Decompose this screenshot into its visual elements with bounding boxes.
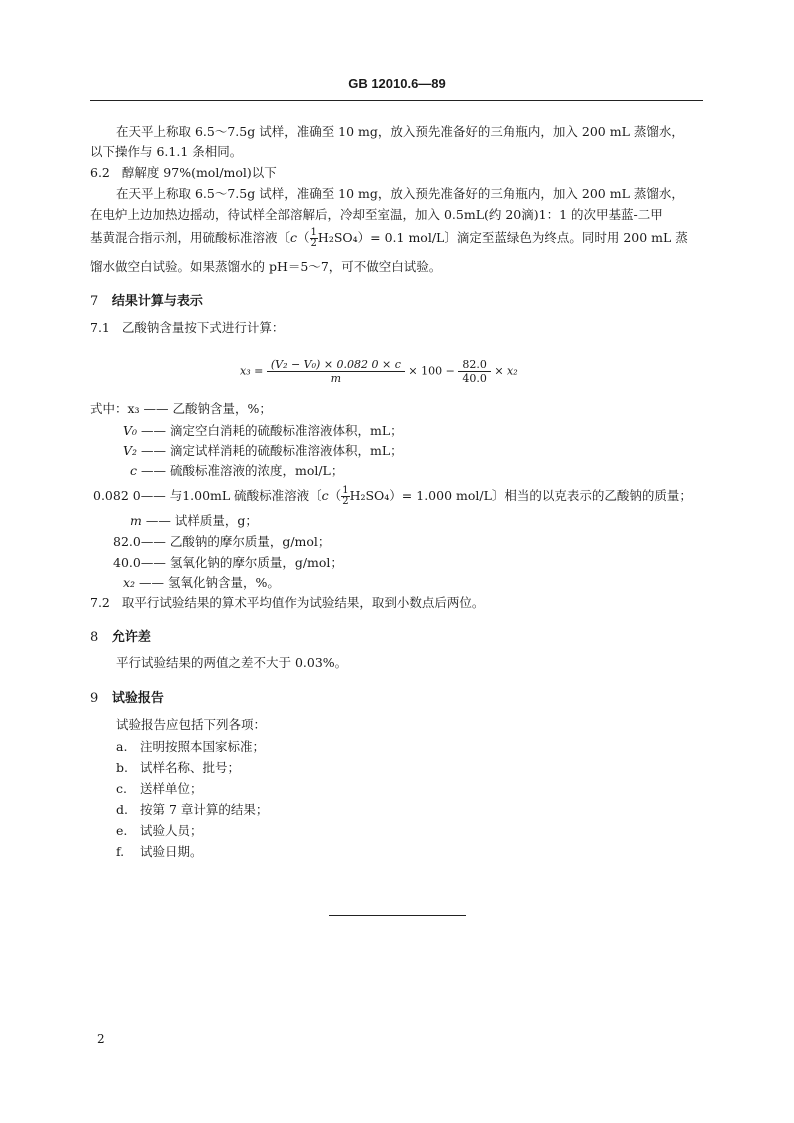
report-item-key: e. [116, 823, 128, 838]
report-item-text: 注明按照本国家标准； [140, 739, 266, 754]
where-item [123, 443, 403, 459]
s72-line [90, 595, 484, 611]
where-desc: —— 硫酸标准溶液的浓度，mol/L； [141, 463, 344, 478]
where-c: c [321, 488, 329, 503]
s62-line3: 基黄混合指示剂，用硫酸标准溶液〔c（ $\frac{1}{2}$ H₂SO₄）= 0.1 mol/L〕滴定至蓝绿色为终点。同时用 200 mL 蒸 [90, 227, 688, 249]
where-sym: 0.082 0 [93, 488, 141, 503]
s62-frac-den: 2 [310, 238, 317, 249]
s61-line1: 在天平上称取 6.5～7.5g 试样，准确至 10 mg，放入预先准备好的三角瓶内，加入 200 mL 蒸馏水， [116, 124, 684, 139]
report-item-key: a. [116, 739, 128, 754]
where-desc: —— 试样质量，g； [145, 513, 258, 528]
where-item [123, 575, 280, 591]
where-item-0820: 0.082 0—— 与1.00mL 硫酸标准溶液〔c（ $\frac{1}{2}$ H₂SO₄）= 1.000 mol/L〕相当的以克表示的乙酸钠的质量； [93, 485, 692, 507]
formula-numerator: (V₂ − V₀) × 0.082 0 × c [267, 358, 405, 372]
report-item-key: b. [116, 760, 128, 775]
header-rule [90, 100, 703, 101]
where-desc-b: H₂SO₄）= 1.000 mol/L〕相当的以克表示的乙酸钠的质量； [349, 488, 692, 503]
where-item [113, 534, 330, 550]
formula-mid: × 100 − [408, 364, 455, 378]
where-desc: —— 乙酸钠的摩尔质量，g/mol； [140, 534, 331, 549]
s8-number: 8 [90, 630, 99, 645]
s62-number: 6.2 [90, 165, 110, 180]
s8-title: 允许差 [111, 630, 151, 645]
report-item-text: 试验人员； [140, 823, 203, 838]
report-item-text: 试验日期。 [140, 844, 203, 859]
where-item [130, 463, 343, 479]
s62-line2: 在电炉上边加热边摇动，待试样全部溶解后，冷却至室温，加入 0.5mL(约 20滴)1：1 的次甲基蓝-二甲 [90, 207, 663, 222]
s7-title: 结果计算与表示 [111, 294, 203, 309]
report-item-key: c. [116, 781, 127, 796]
s62-frac-num: 1 [310, 227, 317, 238]
report-item-text: 按第 7 章计算的结果； [140, 802, 269, 817]
document-header-code: GB 12010.6—89 [348, 76, 446, 91]
report-item-key: d. [116, 802, 128, 817]
report-item [116, 802, 268, 818]
where-sym: 82.0 [113, 534, 141, 549]
where-desc: —— 滴定空白消耗的硫酸标准溶液体积，mL； [141, 423, 403, 438]
s71-line [90, 320, 284, 336]
formula-den2: 40.0 [462, 372, 487, 385]
report-item [116, 781, 203, 797]
s71-text: 乙酸钠含量按下式进行计算： [121, 320, 285, 335]
formula-molar-fraction [458, 358, 491, 385]
end-rule [329, 915, 466, 916]
formula-main-fraction [267, 358, 405, 385]
formula-num2: 82.0 [458, 358, 491, 372]
s71-number: 7.1 [90, 320, 110, 335]
where-sym: x₂ [123, 575, 136, 590]
s72-number: 7.2 [90, 595, 110, 610]
where-item [90, 401, 272, 417]
report-item [116, 823, 203, 839]
page-number: 2 [97, 1032, 105, 1046]
where-item [113, 555, 343, 571]
report-item [116, 739, 265, 755]
s62-c: c [290, 230, 298, 245]
s9-title: 试验报告 [111, 691, 164, 706]
s62-heading [90, 165, 277, 181]
s9-number: 9 [90, 691, 99, 706]
where-desc: —— 滴定试样消耗的硫酸标准溶液体积，mL； [141, 443, 403, 458]
s9-intro: 试验报告应包括下列各项： [116, 717, 267, 732]
formula-tail: × x₂ [494, 364, 518, 378]
where-item [130, 513, 258, 529]
formula-denominator: m [330, 372, 342, 385]
where-half-fraction [341, 486, 349, 507]
where-sym: 式中：x₃ [90, 401, 140, 416]
where-frac-num: 1 [342, 485, 349, 496]
report-item-text: 送样单位； [140, 781, 203, 796]
where-desc: —— 乙酸钠含量，%； [143, 401, 272, 416]
formula [240, 358, 518, 385]
where-desc: —— 氢氧化钠含量，%。 [139, 575, 280, 590]
s7-number: 7 [90, 294, 99, 309]
formula-lhs: x₃ = [240, 364, 264, 378]
where-sym: 40.0 [113, 555, 141, 570]
s72-text: 取平行试验结果的算术平均值作为试验结果，取到小数点后两位。 [121, 595, 485, 610]
where-frac-den: 2 [342, 496, 349, 507]
where-desc-a: —— 与1.00mL 硫酸标准溶液〔 [140, 488, 322, 503]
s62-line3-a: 基黄混合指示剂，用硫酸标准溶液〔 [90, 230, 291, 245]
report-item [116, 844, 203, 860]
s62-title: 醇解度 97%(mol/mol)以下 [121, 165, 277, 180]
s62-line4: 馏水做空白试验。如果蒸馏水的 pH＝5～7，可不做空白试验。 [90, 259, 442, 274]
where-sym: c [130, 463, 138, 478]
s9-heading [90, 687, 164, 706]
where-sym: m [130, 513, 142, 528]
s62-line3-b: H₂SO₄）= 0.1 mol/L〕滴定至蓝绿色为终点。同时用 200 mL 蒸 [317, 230, 688, 245]
s62-half-fraction [310, 228, 318, 249]
s61-line2: 以下操作与 6.1.1 条相同。 [90, 144, 243, 159]
s8-text: 平行试验结果的两值之差不大于 0.03%。 [116, 655, 348, 670]
where-sym: V₀ [123, 423, 138, 438]
where-sym: V₂ [123, 443, 138, 458]
report-item-key: f. [116, 844, 125, 859]
report-item [116, 760, 240, 776]
s8-heading [90, 626, 151, 645]
s62-line1: 在天平上称取 6.5～7.5g 试样，准确至 10 mg，放入预先准备好的三角瓶内，加入 200 mL 蒸馏水， [116, 186, 684, 201]
where-desc: —— 氢氧化钠的摩尔质量，g/mol； [140, 555, 343, 570]
report-item-text: 试样名称、批号； [140, 760, 241, 775]
where-item [123, 423, 403, 439]
s7-heading [90, 290, 203, 309]
